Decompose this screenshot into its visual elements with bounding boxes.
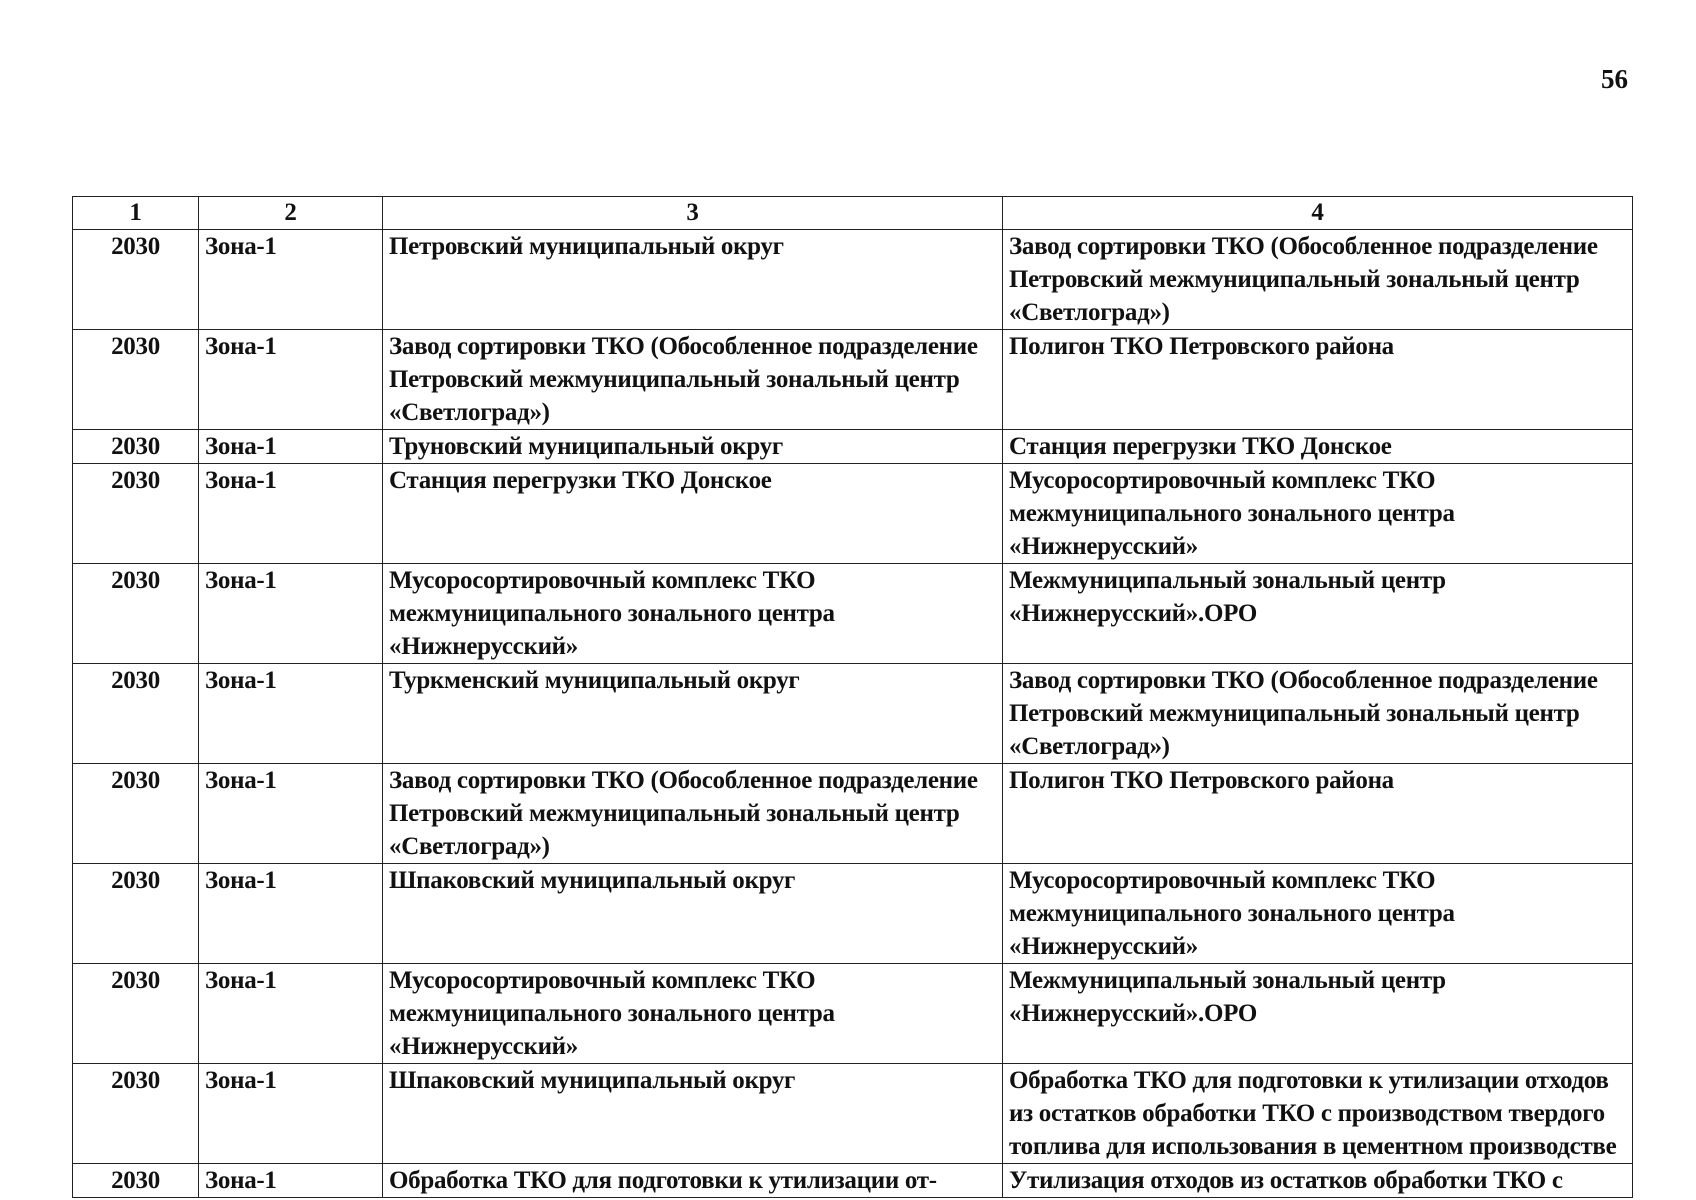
destination-cell: Станция перегрузки ТКО Донское xyxy=(1003,430,1633,464)
table-row xyxy=(73,430,1633,464)
destination-cell: Полигон ТКО Петровского района xyxy=(1003,764,1633,864)
destination-cell: Завод сортировки ТКО (Обособленное подразделение Петровский межмуниципальный зональный центр «Светлоград») xyxy=(1003,664,1633,764)
year-cell: 2030 xyxy=(73,464,199,564)
destination-cell: Мусоросортировочный комплекс ТКО межмуниципального зонального центра «Нижнерусский» xyxy=(1003,864,1633,964)
source-cell: Мусоросортировочный комплекс ТКО межмуниципального зонального центра «Нижнерусский» xyxy=(383,964,1003,1064)
column-header-1: 1 xyxy=(73,197,199,230)
source-cell: Шпаковский муниципальный округ xyxy=(383,864,1003,964)
table-row xyxy=(73,464,1633,564)
source-cell: Туркменский муниципальный округ xyxy=(383,664,1003,764)
year-cell: 2030 xyxy=(73,964,199,1064)
page-number: 56 xyxy=(1601,64,1628,94)
year-cell: 2030 xyxy=(73,230,199,330)
routing-table-container xyxy=(72,196,1632,1198)
zone-cell: Зона-1 xyxy=(199,330,383,430)
year-cell: 2030 xyxy=(73,1164,199,1198)
destination-cell: Мусоросортировочный комплекс ТКО межмуниципального зонального центра «Нижнерусский» xyxy=(1003,464,1633,564)
table-row xyxy=(73,1064,1633,1164)
source-cell: Обработка ТКО для подготовки к утилизации от- xyxy=(383,1164,1003,1198)
zone-cell: Зона-1 xyxy=(199,430,383,464)
table-row xyxy=(73,330,1633,430)
source-cell: Завод сортировки ТКО (Обособленное подразделение Петровский межмуниципальный зональный центр «Светлоград») xyxy=(383,330,1003,430)
year-cell: 2030 xyxy=(73,564,199,664)
table-row xyxy=(73,230,1633,330)
zone-cell: Зона-1 xyxy=(199,664,383,764)
table-row xyxy=(73,764,1633,864)
zone-cell: Зона-1 xyxy=(199,964,383,1064)
destination-cell: Полигон ТКО Петровского района xyxy=(1003,330,1633,430)
year-cell: 2030 xyxy=(73,1064,199,1164)
destination-cell: Обработка ТКО для подготовки к утилизации отходов из остатков обработки ТКО с производством твердого топлива для использования в цементном производстве xyxy=(1003,1064,1633,1164)
source-cell: Станция перегрузки ТКО Донское xyxy=(383,464,1003,564)
zone-cell: Зона-1 xyxy=(199,864,383,964)
year-cell: 2030 xyxy=(73,764,199,864)
zone-cell: Зона-1 xyxy=(199,1164,383,1198)
year-cell: 2030 xyxy=(73,864,199,964)
year-cell: 2030 xyxy=(73,430,199,464)
zone-cell: Зона-1 xyxy=(199,230,383,330)
source-cell: Шпаковский муниципальный округ xyxy=(383,1064,1003,1164)
table-row xyxy=(73,664,1633,764)
header-row xyxy=(73,197,1633,230)
column-header-2: 2 xyxy=(199,197,383,230)
zone-cell: Зона-1 xyxy=(199,764,383,864)
year-cell: 2030 xyxy=(73,330,199,430)
table-row xyxy=(73,564,1633,664)
source-cell: Мусоросортировочный комплекс ТКО межмуниципального зонального центра «Нижнерусский» xyxy=(383,564,1003,664)
destination-cell: Межмуниципальный зональный центр «Нижнерусский».ОРО xyxy=(1003,964,1633,1064)
destination-cell: Утилизация отходов из остатков обработки ТКО с xyxy=(1003,1164,1633,1198)
zone-cell: Зона-1 xyxy=(199,1064,383,1164)
destination-cell: Завод сортировки ТКО (Обособленное подразделение Петровский межмуниципальный зональный центр «Светлоград») xyxy=(1003,230,1633,330)
source-cell: Петровский муниципальный округ xyxy=(383,230,1003,330)
zone-cell: Зона-1 xyxy=(199,564,383,664)
table-row xyxy=(73,864,1633,964)
destination-cell: Межмуниципальный зональный центр «Нижнерусский».ОРО xyxy=(1003,564,1633,664)
source-cell: Завод сортировки ТКО (Обособленное подразделение Петровский межмуниципальный зональный центр «Светлоград») xyxy=(383,764,1003,864)
column-header-3: 3 xyxy=(383,197,1003,230)
source-cell: Труновский муниципальный округ xyxy=(383,430,1003,464)
year-cell: 2030 xyxy=(73,664,199,764)
routing-table xyxy=(72,196,1633,1198)
table-row xyxy=(73,1164,1633,1198)
zone-cell: Зона-1 xyxy=(199,464,383,564)
table-row xyxy=(73,964,1633,1064)
column-header-4: 4 xyxy=(1003,197,1633,230)
